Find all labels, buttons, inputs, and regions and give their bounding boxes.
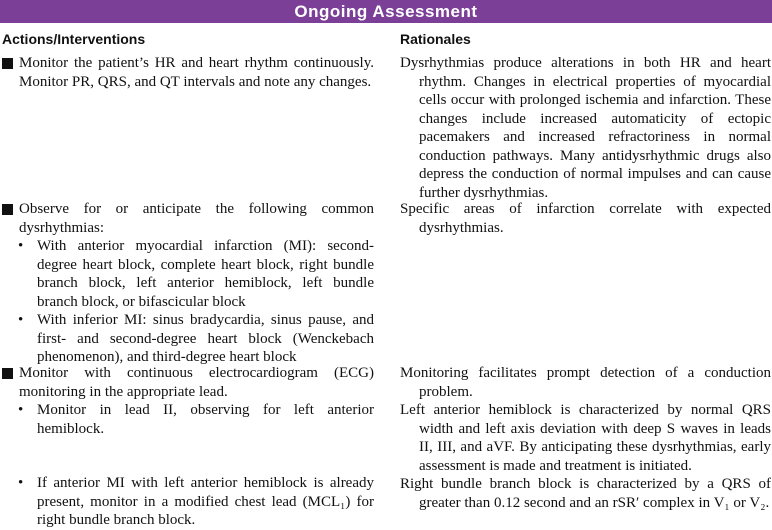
rationale-text: Monitoring facilitates prompt detection of a conduction problem. bbox=[400, 365, 771, 400]
sub-rationale-text: Right bundle branch block is characterized by a QRS of greater than 0.12 second and an rSR′ complex in V₁ or V₂. bbox=[400, 476, 771, 511]
sub-item-text: With inferior MI: sinus bradycardia, sinus pause, and first- and second-degree heart block (Wenckebach phenomenon), and third-degree heart block bbox=[37, 312, 374, 365]
dot-bullet-icon: • bbox=[18, 238, 24, 254]
sub-item bbox=[0, 474, 374, 530]
dot-bullet-icon: • bbox=[18, 475, 24, 491]
rationale-text: Dysrhythmias produce alterations in both HR and heart rhythm. Changes in electrical properties of myocardial cells occur with prolonged ischemia and infarction. These changes include increased automaticity of ectopic pacemakers and increased refractoriness in normal conduction pathways. Many antidysrhythmic drugs also depress the conduction of normal impulses and can cause further dysrhythmias. bbox=[400, 55, 771, 201]
dot-bullet-icon: • bbox=[18, 312, 24, 328]
square-bullet-icon bbox=[2, 368, 13, 379]
rationale-row-3 bbox=[400, 364, 771, 512]
action-row-3 bbox=[0, 364, 374, 530]
action-text: Observe for or anticipate the following common dysrhythmias: bbox=[19, 201, 374, 236]
rationale-row-2 bbox=[400, 200, 771, 237]
action-text: Monitor the patient’s HR and heart rhythm continuously. Monitor PR, QRS, and QT intervals and note any changes. bbox=[19, 55, 374, 90]
section-banner: Ongoing Assessment bbox=[0, 0, 772, 23]
sub-item bbox=[0, 311, 374, 367]
square-bullet-icon bbox=[2, 58, 13, 69]
dot-bullet-icon: • bbox=[18, 402, 24, 418]
column-header-actions: Actions/Interventions bbox=[2, 31, 146, 47]
sub-item bbox=[0, 401, 374, 474]
sub-rationale-text: Left anterior hemiblock is characterized by normal QRS width and left axis deviation with deep S waves in leads II, III, and aVF. By anticipating these dysrhythmias, early assessment is made and treatment is initiated. bbox=[400, 402, 771, 474]
action-text: Monitor with continuous electrocardiogram (ECG) monitoring in the appropriate lead. bbox=[19, 365, 374, 400]
sub-item-text: Monitor in lead II, observing for left anterior hemiblock. bbox=[37, 402, 374, 437]
column-header-rationales: Rationales bbox=[400, 31, 471, 47]
sub-item bbox=[0, 237, 374, 311]
square-bullet-icon bbox=[2, 204, 13, 215]
rationale-row-1 bbox=[400, 54, 771, 202]
action-row-2 bbox=[0, 200, 374, 367]
sub-item-text: With anterior myocardial infarction (MI): second-degree heart block, complete heart block, right bundle branch block, left anterior hemiblock, left bundle branch block, or bifascicular block bbox=[37, 238, 374, 310]
action-row-1 bbox=[0, 54, 374, 91]
sub-item-text: If anterior MI with left anterior hemiblock is already present, monitor in a modified chest lead (MCL₁) for right bundle branch block. bbox=[37, 475, 374, 528]
rationale-text: Specific areas of infarction correlate with expected dysrhythmias. bbox=[400, 201, 771, 236]
